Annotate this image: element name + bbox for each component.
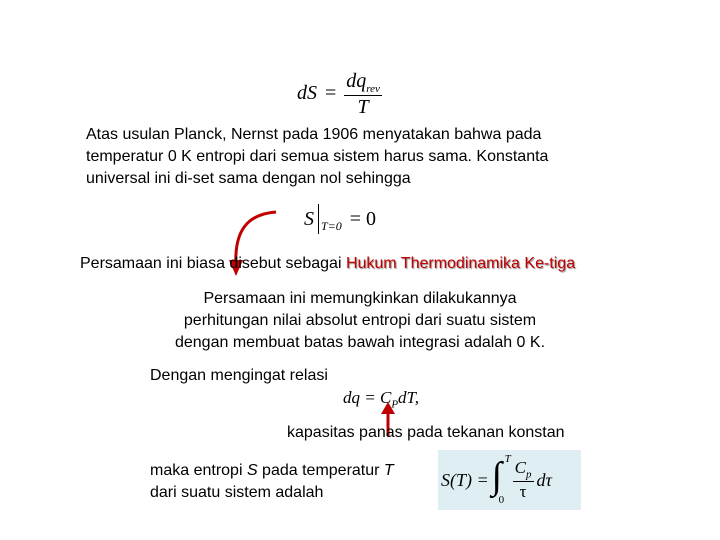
eq1-lhs: dS bbox=[297, 82, 317, 105]
eq2-rhs: = 0 bbox=[349, 207, 377, 230]
eq4-upper-limit: T bbox=[504, 453, 511, 465]
eq4-lower-limit: 0 bbox=[498, 494, 505, 506]
para4-line-2: perhitungan nilai absolut entropi dari suatu sistem bbox=[183, 312, 537, 329]
para1-line-2: temperatur 0 K entropi dari semua sistem harus sama. Konstanta bbox=[86, 148, 549, 165]
absolute-entropy-paragraph bbox=[110, 288, 610, 354]
eq3-b: dT, bbox=[398, 388, 419, 407]
eq2-subscript: T=0 bbox=[321, 219, 342, 233]
relation-intro: Dengan mengingat relasi bbox=[150, 367, 328, 384]
para7-line-1: maka entropi S pada temperatur T bbox=[150, 462, 394, 479]
line3-text: Persamaan ini biasa disebut sebagai bbox=[80, 255, 346, 272]
para4-line-3: dengan membuat batas bawah integrasi adalah 0 K. bbox=[174, 334, 546, 351]
entropy-integral-equation bbox=[438, 450, 581, 510]
eq3-a: dq = C bbox=[343, 388, 392, 407]
para4-line-1: Persamaan ini memungkinkan dilakukannya bbox=[203, 290, 517, 307]
eq4-fraction: $\frac{C_p}{\tau}$ bbox=[514, 458, 532, 501]
eq2-evaluation-bar bbox=[318, 204, 319, 234]
eq1-denominator: T bbox=[357, 96, 369, 118]
eq1-numerator: dq bbox=[346, 70, 367, 92]
heat-capacity-label: kapasitas panas pada tekanan konstan bbox=[287, 424, 565, 441]
entropy-conclusion-paragraph bbox=[150, 460, 394, 504]
para1-line-3: universal ini di-set sama dengan nol sehingga bbox=[86, 170, 411, 187]
eq1-fraction bbox=[344, 70, 382, 119]
para7-line-2: dari suatu sistem adalah bbox=[150, 484, 324, 501]
eq1-equals: = bbox=[325, 82, 337, 105]
entropy-definition-equation bbox=[297, 70, 382, 119]
third-law-equation bbox=[304, 202, 376, 236]
eq1-numerator-sub: rev bbox=[366, 83, 380, 95]
eq4-differential: dτ bbox=[536, 469, 552, 490]
third-law-statement bbox=[80, 253, 700, 275]
third-law-highlight: Hukum Thermodinamika Ke-tiga bbox=[345, 255, 576, 272]
eq3-sub: P bbox=[391, 398, 399, 411]
para1-line-1: Atas usulan Planck, Nernst pada 1906 menyatakan bahwa pada bbox=[86, 126, 542, 143]
planck-nernst-paragraph bbox=[86, 124, 686, 190]
eq4-integral: ∫ T 0 bbox=[491, 453, 511, 506]
eq4-lhs: S(T) = bbox=[441, 469, 489, 490]
eq2-lhs: S bbox=[304, 207, 314, 230]
